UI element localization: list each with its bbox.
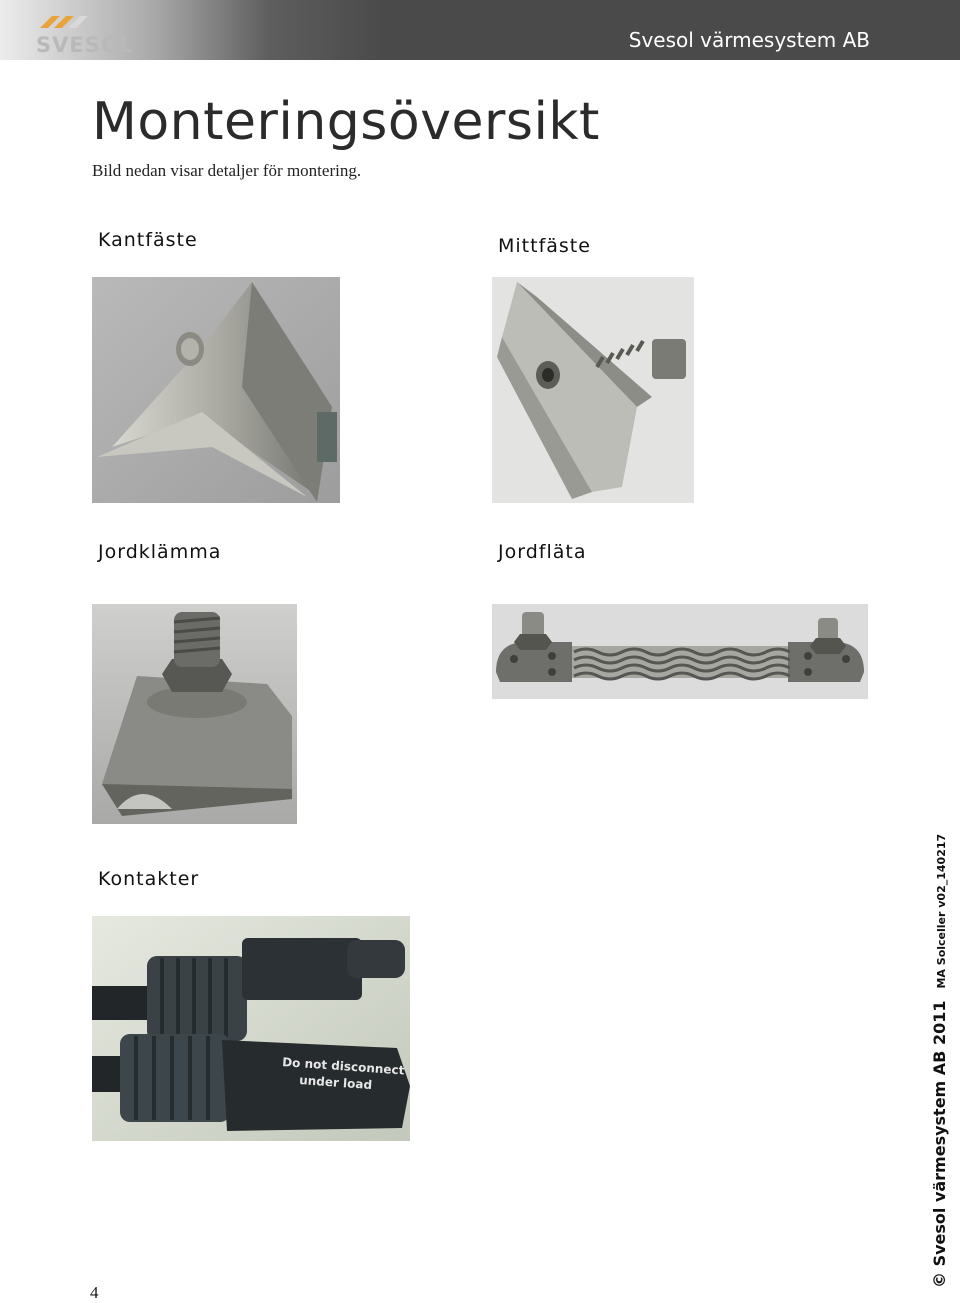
document-id: MA Solceller v02_140217 (935, 833, 948, 989)
label-jordklamma: Jordklämma (98, 541, 222, 563)
intro-text: Bild nedan visar detaljer för montering. (92, 161, 362, 180)
photo-kantfaste (92, 277, 340, 503)
photo-mittfaste (492, 277, 694, 503)
label-kontakter: Kontakter (98, 868, 200, 890)
page-header (0, 0, 960, 60)
side-note (930, 834, 949, 1288)
label-kantfaste: Kantfäste (98, 229, 198, 251)
page-title: Monteringsöversikt (92, 92, 600, 152)
label-jordflata: Jordfläta (498, 541, 587, 563)
connector-warning-line1: Do not disconnect (281, 1055, 405, 1078)
company-name: Svesol värmesystem AB (628, 28, 870, 52)
copyright-text: © Svesol värmesystem AB 2011 (930, 1000, 949, 1288)
page-number: 4 (90, 1283, 99, 1302)
connector-warning-line2: under load (298, 1073, 373, 1093)
photo-kontakter (92, 916, 410, 1141)
label-mittfaste: Mittfäste (498, 235, 591, 257)
photo-jordflata (492, 604, 868, 699)
logo-text: SVESOL (36, 33, 135, 57)
photo-jordklamma (92, 604, 297, 824)
